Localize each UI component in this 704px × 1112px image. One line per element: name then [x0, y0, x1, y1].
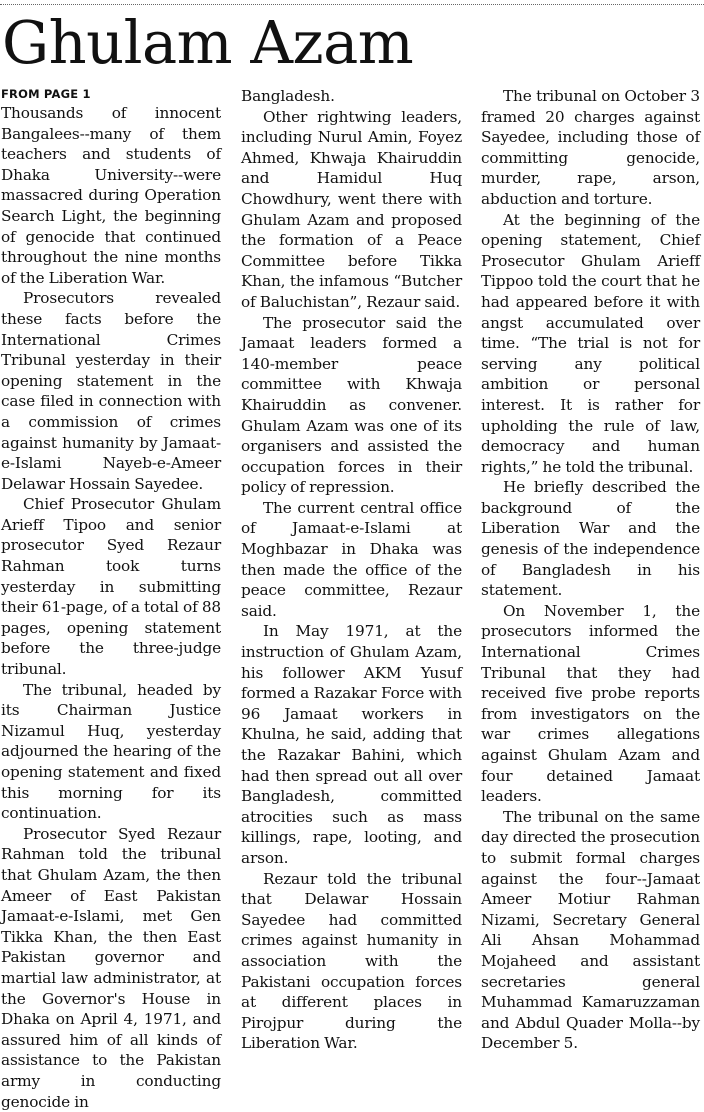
- column-2: [241, 86, 462, 1080]
- kicker: FROM PAGE 1: [1, 87, 91, 101]
- paragraph: At the beginning of the opening statement, Chief Prosecutor Ghulam Arieff Tippoo told the court that he had appeared before it with angst accumulated over time. “The trial is not for serving any political ambition or personal interest. It is rather for upholding the rule of law, democracy and human rights,” he told the tribunal.: [481, 210, 700, 476]
- paragraph: Rezaur told the tribunal that Delawar Hossain Sayedee had committed crimes against humanity in association with the Pakistani occupation forces at different places in Pirojpur during the Liberation War.: [241, 869, 462, 1053]
- paragraph: On November 1, the prosecutors informed the International Crimes Tribunal that they had received five probe reports from investigators on the war crimes allegations against Ghulam Azam and four detained Jamaat leaders.: [481, 601, 700, 806]
- paragraph: He briefly described the background of the Liberation War and the genesis of the independence of Bangladesh in his statement.: [481, 478, 700, 600]
- paragraph: The current central office of Jamaat-e-Islami at Moghbazar in Dhaka was then made the office of the peace committee, Rezaur said.: [241, 498, 462, 620]
- paragraph: The tribunal on October 3 framed 20 charges against Sayedee, including those of committing genocide, murder, rape, arson, abduction and torture.: [481, 87, 700, 208]
- paragraph: In May 1971, at the instruction of Ghulam Azam, his follower AKM Yusuf formed a Razakar Force with 96 Jamaat workers in Khulna, he said, adding that the Razakar Bahini, which had then spread out all over Bangladesh, committed atrocities such as mass killings, rape, looting, and arson.: [241, 622, 462, 867]
- paragraph: Chief Prosecutor Ghulam Arieff Tipoo and senior prosecutor Syed Rezaur Rahman took turns yesterday in submitting their 61-page, of a total of 88 pages, opening statement before the three-judge tribunal.: [1, 495, 221, 679]
- paragraph: Prosecutors revealed these facts before the International Crimes Tribunal yesterday in their opening statement in the case filed in connection with a commission of crimes against humanity by Jamaat-e-Islami Nayeb-e-Ameer Delawar Hossain Sayedee.: [1, 289, 221, 493]
- paragraph: Thousands of innocent Bangalees--many of them teachers and students of Dhaka University--were massacred during Operation Search Light, the beginning of genocide that continued throughout the nine months of the Liberation War.: [1, 104, 221, 287]
- column-3: [481, 86, 700, 1080]
- paragraph-continuation: Bangladesh.: [241, 87, 335, 105]
- paragraph: The tribunal on the same day directed the prosecution to submit formal charges against the four--Jamaat Ameer Motiur Rahman Nizami, Secretary General Ali Ahsan Mohammad Mojaheed and assistant secretaries general Muhammad Kamaruzzaman and Abdul Quader Molla--by December 5.: [481, 807, 700, 1053]
- paragraph: The prosecutor said the Jamaat leaders formed a 140-member peace committee with Khwaja Khairuddin as convener. Ghulam Azam was one of its organisers and assisted the occupation forces in their policy of repression.: [241, 313, 462, 497]
- paragraph: Other rightwing leaders, including Nurul Amin, Foyez Ahmed, Khwaja Khairuddin and Hamidul Huq Chowdhury, went there with Ghulam Azam and proposed the formation of a Peace Committee before Tikka Khan, the infamous “Butcher of Baluchistan”, Rezaur said.: [241, 107, 462, 311]
- paragraph: Prosecutor Syed Rezaur Rahman told the tribunal that Ghulam Azam, the then Ameer of East Pakistan Jamaat-e-Islami, met Gen Tikka Khan, the then East Pakistan governor and martial law administrator, at the Governor's House in Dhaka on April 4, 1971, and assured him of all kinds of assistance to the Pakistan army in conducting genocide in: [1, 824, 221, 1111]
- top-rule: [0, 4, 704, 5]
- column-1: [1, 86, 221, 1111]
- headline: Ghulam Azam: [2, 8, 414, 77]
- paragraph: The tribunal, headed by its Chairman Justice Nizamul Huq, yesterday adjourned the hearing of the opening statement and fixed this morning for its continuation.: [1, 680, 221, 823]
